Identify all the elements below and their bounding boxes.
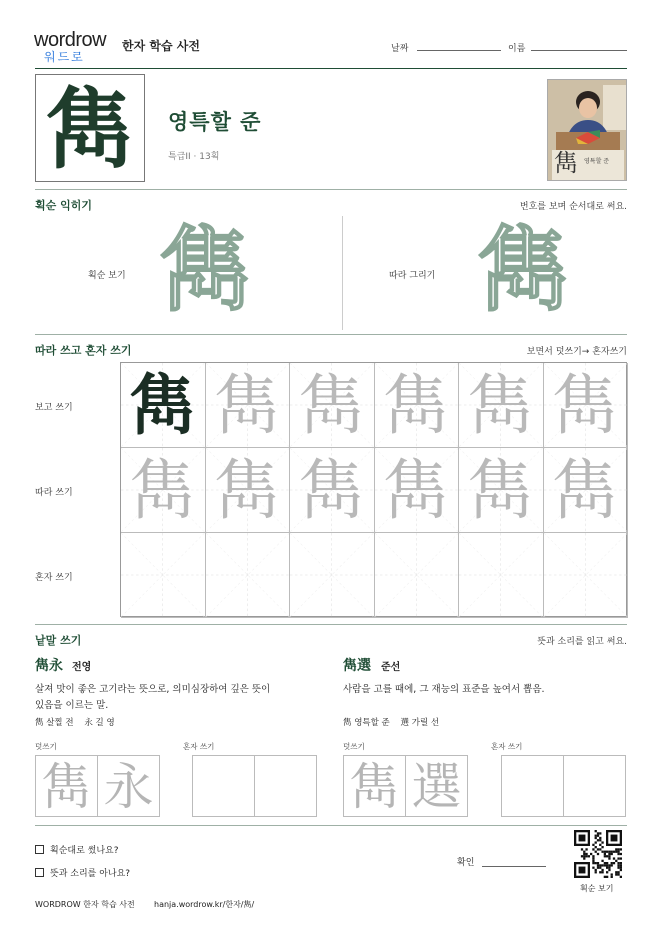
vocab-definition-1: [35, 682, 325, 714]
guide-lines: [206, 533, 290, 617]
stroke-section-title: 획순 익히기: [35, 199, 92, 212]
practice-cell[interactable]: [459, 363, 544, 448]
practice-cell[interactable]: [206, 448, 291, 533]
book-cover-image: [547, 79, 627, 181]
checkbox[interactable]: [35, 845, 44, 854]
checkbox[interactable]: [35, 868, 44, 877]
practice-cell[interactable]: [290, 363, 375, 448]
practice-character: 雋: [552, 452, 619, 529]
vocab-alone-box-2b[interactable]: [563, 755, 626, 817]
vocab-trace-char: 雋: [41, 758, 92, 816]
vocab-trace-char: 選: [411, 758, 462, 816]
main-character: 雋: [45, 77, 134, 181]
qr-code-graphic: [574, 830, 622, 878]
vocab-alone-box-1b[interactable]: [254, 755, 317, 817]
guide-lines: [375, 533, 459, 617]
date-label: 날짜: [391, 44, 409, 54]
vocab-alone-box-2a[interactable]: [501, 755, 564, 817]
practice-cell[interactable]: [121, 448, 206, 533]
vocab-definition-2-line1: 사람을 고를 때에, 그 재능의 표준을 높여서 뽑음.: [343, 684, 545, 695]
practice-cell[interactable]: [121, 533, 206, 618]
practice-cell[interactable]: [290, 533, 375, 618]
practice-character: 雋: [129, 452, 196, 529]
guide-lines: [121, 533, 205, 617]
stroke-section-divider: [35, 334, 627, 335]
logo-korean: 워드로: [44, 50, 85, 64]
header-divider: [35, 68, 627, 69]
vocab-trace-label-1: 덧쓰기: [35, 742, 57, 751]
practice-character: 雋: [129, 366, 196, 444]
vocab-section-divider: [35, 825, 627, 826]
practice-section-divider: [35, 624, 627, 625]
guide-lines: [459, 533, 543, 617]
check-label: 획순대로 썼나요?: [50, 846, 119, 856]
row-label-trace: 따라 쓰기: [35, 488, 73, 498]
name-field[interactable]: [531, 50, 627, 51]
practice-cell[interactable]: [375, 363, 460, 448]
main-character-box: [35, 74, 145, 182]
confirm-field[interactable]: [482, 866, 546, 867]
grade-info: 특급II · 13획: [168, 152, 220, 162]
stroke-section-hint: 번호를 보며 순서대로 써요.: [519, 202, 627, 212]
practice-section-title: 따라 쓰고 혼자 쓰기: [35, 344, 132, 357]
stroke-divider: [342, 216, 343, 330]
practice-grid: [120, 362, 627, 617]
vocab-alone-box-1a[interactable]: [192, 755, 255, 817]
practice-cell[interactable]: [544, 448, 629, 533]
confirm-label: 확인: [457, 858, 475, 868]
vocab-trace-label-2: 덧쓰기: [343, 742, 365, 751]
vocab-trace-char: 雋: [349, 758, 400, 816]
check-item-stroke-order[interactable]: [35, 843, 119, 856]
qr-code-icon[interactable]: [574, 830, 622, 878]
practice-character: 雋: [552, 367, 619, 444]
date-field[interactable]: [417, 50, 501, 51]
practice-character: 雋: [383, 367, 450, 444]
practice-cell[interactable]: [375, 533, 460, 618]
footer-url[interactable]: hanja.wordrow.kr/한자/雋/: [154, 900, 255, 909]
guide-lines: [544, 533, 628, 617]
vocab-word-2: 雋選: [343, 658, 371, 674]
practice-cell[interactable]: [290, 448, 375, 533]
vocab-word-1: 雋永: [35, 658, 63, 674]
cover-title: 영특할 준: [584, 158, 610, 165]
guide-lines: [290, 533, 374, 617]
vocab-alone-label-2: 혼자 쓰기: [491, 742, 523, 751]
practice-character: 雋: [298, 367, 365, 444]
hero-divider: [35, 189, 627, 190]
vocab-trace-box-1b[interactable]: [97, 755, 160, 817]
vocab-alone-label-1: 혼자 쓰기: [183, 742, 215, 751]
practice-cell[interactable]: [459, 533, 544, 618]
wordrow-logo: [34, 30, 114, 64]
practice-character: 雋: [298, 452, 365, 529]
logo-wordmark: wordrow: [34, 29, 107, 51]
practice-character: 雋: [467, 452, 534, 529]
name-label: 이름: [508, 44, 526, 54]
check-label: 뜻과 소리를 아나요?: [50, 869, 131, 879]
vocab-parts-2: 雋 영특할 준 選 가릴 선: [343, 718, 440, 728]
vocab-trace-box-2b[interactable]: [405, 755, 468, 817]
dictionary-title: 한자 학습 사전: [122, 39, 200, 53]
vocab-definition-2: [343, 682, 627, 698]
stroke-trace-character[interactable]: 雋: [478, 216, 571, 324]
qr-label: 획순 보기: [580, 884, 614, 893]
vocab-trace-char: 永: [103, 758, 154, 816]
vocab-reading-1: 전영: [72, 662, 92, 673]
row-label-alone: 혼자 쓰기: [35, 573, 73, 583]
vocab-definition-1-line2: 있음을 이르는 말.: [35, 700, 109, 711]
practice-cell[interactable]: [121, 363, 206, 448]
cover-character: 雋: [554, 149, 578, 177]
vocab-parts-1: 雋 살찔 전 永 길 영: [35, 718, 115, 728]
practice-cell[interactable]: [206, 533, 291, 618]
stroke-view-label: 획순 보기: [88, 271, 126, 281]
vocab-trace-box-2a[interactable]: [343, 755, 406, 817]
practice-cell[interactable]: [375, 448, 460, 533]
vocab-definition-1-line1: 살져 맛이 좋은 고기라는 뜻으로, 의미심장하여 깊은 뜻이: [35, 684, 271, 695]
stroke-order-character: 雋: [160, 216, 253, 324]
vocab-section-title: 낱말 쓰기: [35, 634, 82, 647]
practice-character: 雋: [467, 367, 534, 444]
vocab-reading-2: 준선: [381, 662, 401, 673]
stroke-trace-label: 따라 그리기: [389, 271, 436, 281]
practice-character: 雋: [214, 452, 281, 529]
vocab-section-hint: 뜻과 소리를 읽고 써요.: [537, 637, 627, 647]
footer-brand: WORDROW 한자 학습 사전: [35, 900, 135, 909]
practice-cell[interactable]: [544, 533, 629, 618]
practice-character: 雋: [383, 452, 450, 529]
practice-cell[interactable]: [544, 363, 629, 448]
practice-section-hint: 보면서 덧쓰기→ 혼자쓰기: [526, 347, 627, 357]
character-meaning: 영특할 준: [168, 110, 262, 134]
vocab-trace-box-1a[interactable]: [35, 755, 98, 817]
check-item-meaning[interactable]: [35, 866, 130, 879]
row-label-view: 보고 쓰기: [35, 403, 73, 413]
practice-character: 雋: [214, 367, 281, 444]
practice-cell[interactable]: [459, 448, 544, 533]
practice-cell[interactable]: [206, 363, 291, 448]
